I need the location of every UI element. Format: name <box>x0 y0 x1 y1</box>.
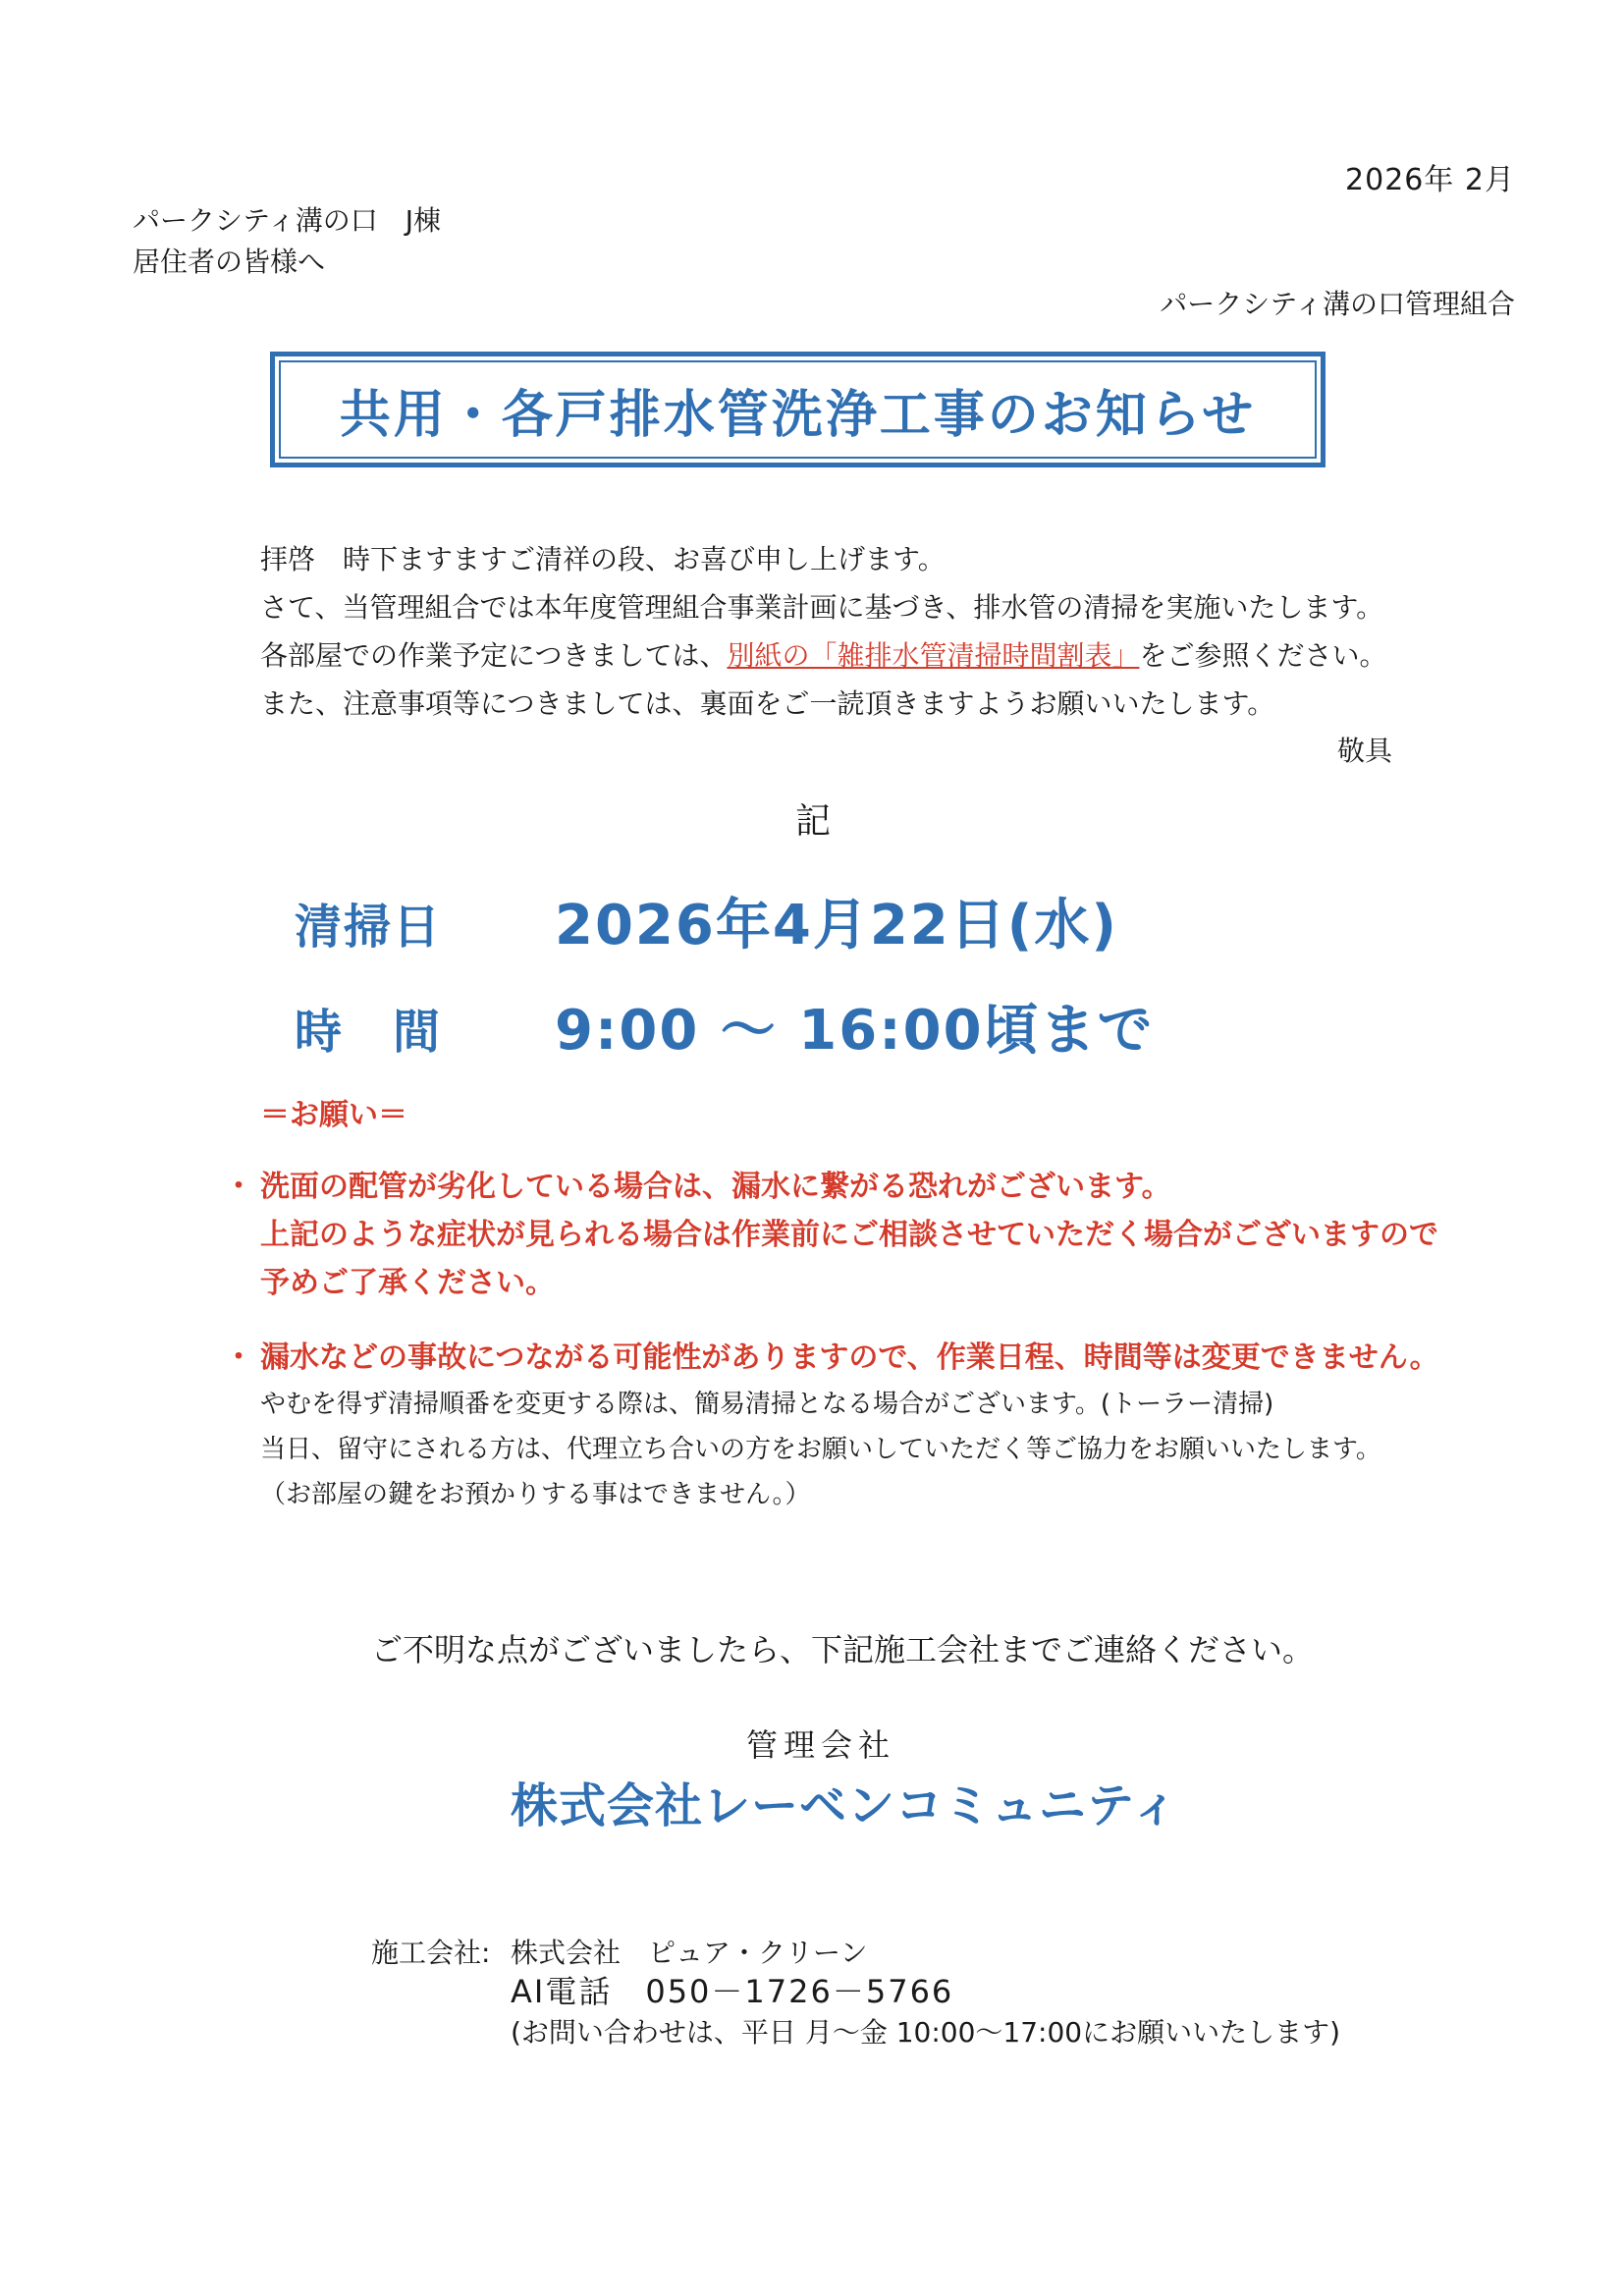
time-label: 時 間 <box>295 1005 443 1060</box>
request-item1-line3: 予めご了承ください。 <box>260 1266 555 1300</box>
cleaning-date-value: 2026年4月22日(水) <box>555 894 1118 957</box>
request-item2-line1: 漏水などの事故につながる可能性がありますので、作業日程、時間等は変更できません。 <box>260 1340 1439 1375</box>
contractor-hours: (お問い合わせは、平日 月～金 10:00～17:00にお願いいたします) <box>511 2016 1341 2049</box>
bullet-2: ・ <box>224 1340 253 1375</box>
contact-instruction: ご不明な点がございましたら、下記施工会社までご連絡ください。 <box>371 1631 1315 1668</box>
recipient-building: パークシティ溝の口 J棟 <box>133 204 442 237</box>
body-line-schedule-ref <box>260 634 1386 674</box>
document-title: 共用・各戸排水管洗浄工事のお知らせ <box>339 385 1257 445</box>
request-item1-line1: 洗面の配管が劣化している場合は、漏水に繋がる恐れがございます。 <box>260 1170 1171 1204</box>
bullet-1: ・ <box>224 1170 253 1204</box>
request-item1-line2: 上記のような症状が見られる場合は作業前にご相談させていただく場合がございますので <box>260 1218 1438 1252</box>
time-value: 9:00 ～ 16:00頃まで <box>555 999 1155 1063</box>
management-company-name: 株式会社レーベンコミュニティ <box>511 1778 1180 1833</box>
request-item2-note1: やむを得ず清掃順番を変更する際は、簡易清掃となる場合がございます。(トーラー清掃) <box>260 1390 1274 1419</box>
contractor-phone: AI電話 050－1726－5766 <box>511 1973 954 2010</box>
document-date: 2026年 2月 <box>1345 163 1515 197</box>
contractor-name: 株式会社 ピュア・クリーン <box>511 1937 868 1969</box>
recipient-residents: 居住者の皆様へ <box>133 246 326 278</box>
sender-association: パークシティ溝の口管理組合 <box>1160 288 1515 320</box>
body-line-plan: さて、当管理組合では本年度管理組合事業計画に基づき、排水管の清掃を実施いたします。 <box>260 591 1384 624</box>
schedule-ref-pre: 各部屋での作業予定につきましては、 <box>260 639 728 672</box>
request-item2-note2: 当日、留守にされる方は、代理立ち合いの方をお願いしていただく等ご協力をお願いいたします。 <box>260 1435 1381 1464</box>
contractor-label: 施工会社: <box>371 1937 491 1969</box>
cleaning-date-label: 清掃日 <box>295 900 443 955</box>
schedule-sheet-reference: 別紙の「雑排水管清掃時間割表」 <box>727 639 1140 672</box>
ki-heading: 記 <box>795 801 832 842</box>
request-heading: ＝お願い＝ <box>260 1098 407 1132</box>
title-box <box>270 352 1325 467</box>
request-item2-note3: （お部屋の鍵をお預かりする事はできません。） <box>260 1480 811 1509</box>
closing-keigu: 敬具 <box>1336 735 1392 767</box>
management-company-label: 管理会社 <box>746 1726 896 1764</box>
greeting-line: 拝啓 時下ますますご清祥の段、お喜び申し上げます。 <box>260 543 946 575</box>
schedule-ref-post: をご参照ください。 <box>1139 639 1387 672</box>
body-line-notes: また、注意事項等につきましては、裏面をご一読頂きますようお願いいたします。 <box>260 687 1275 720</box>
